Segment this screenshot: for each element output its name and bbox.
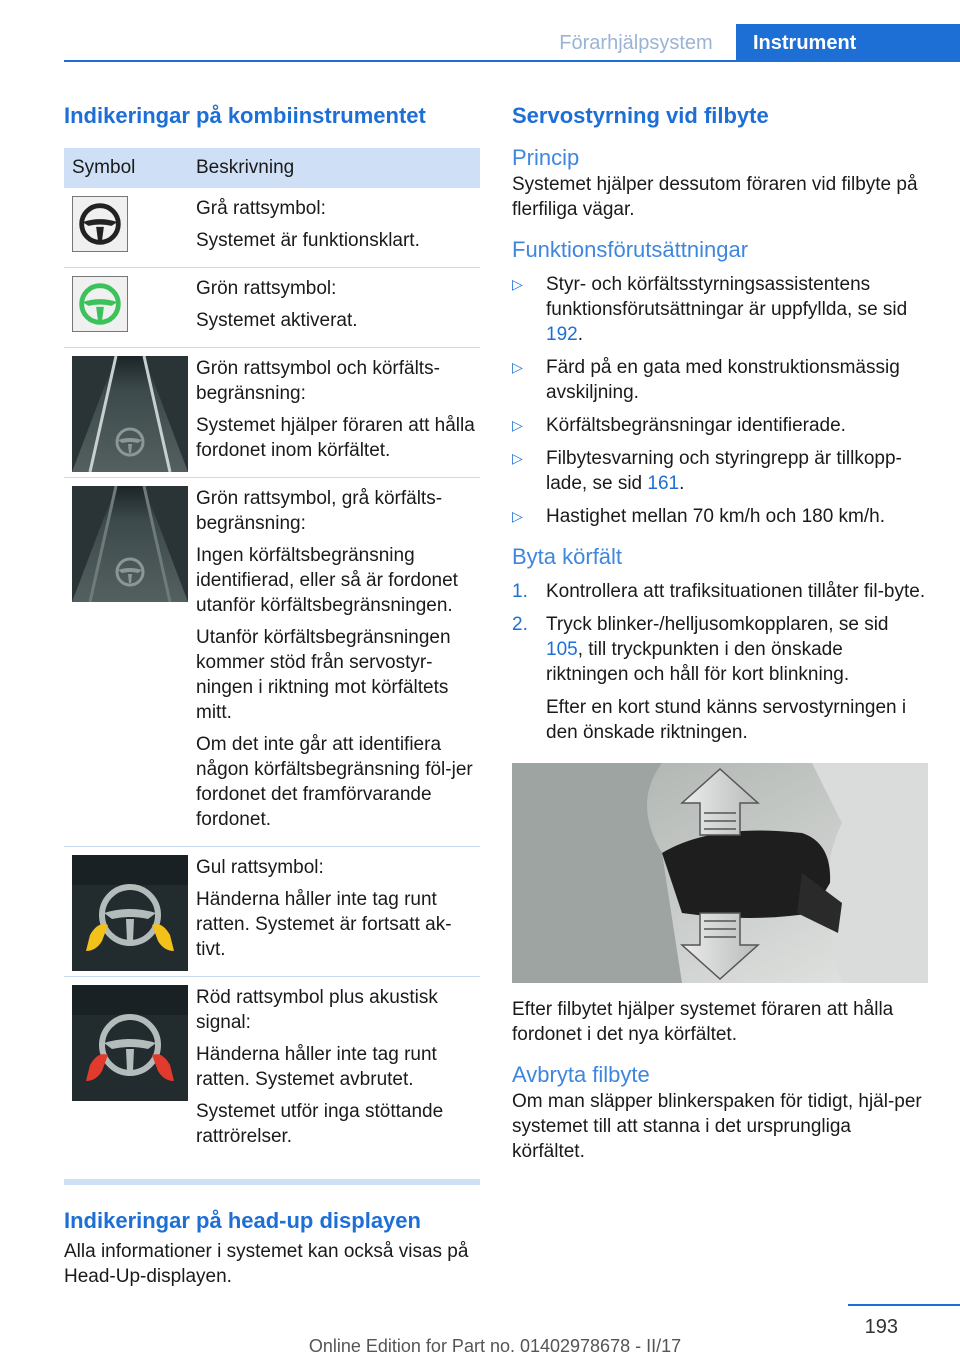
- table-row: [64, 268, 480, 348]
- row-desc-line: Systemet aktiverat.: [196, 310, 358, 331]
- table-header: [64, 148, 480, 188]
- list-item-text: Styr- och körfältsstyrningsassistentens funktionsförutsättningar är uppfyllda, se sid: [546, 274, 908, 320]
- step-extra-text: Efter en kort stund känns servostyrningen i den önskade riktningen.: [546, 697, 907, 743]
- header-tab[interactable]: Instrument: [736, 24, 960, 62]
- indicators-cluster-title: Indikeringar på kombiinstrumentet: [64, 103, 426, 128]
- row-desc-line: Systemet hjälper föraren att hålla fordonet inom körfältet.: [196, 415, 475, 461]
- page-number: 193: [864, 1316, 898, 1338]
- principle-title: Princip: [512, 145, 580, 170]
- cancel-title: Avbryta filbyte: [512, 1062, 650, 1087]
- row-desc-line: Händerna håller inte tag runt ratten. Systemet är fortsatt ak-tivt.: [196, 889, 452, 960]
- list-item: [512, 446, 928, 496]
- after-image-text: Efter filbytet hjälper systemet föraren att hålla fordonet i det nya körfältet.: [512, 999, 894, 1045]
- list-item: [512, 695, 928, 745]
- indicator-table: [64, 148, 480, 1185]
- row-desc-line: Utanför körfältsbegränsningen kommer stöd från servostyr-ningen i riktning mot körfältets mitt.: [196, 627, 451, 723]
- list-item: [512, 272, 928, 347]
- table-row: [64, 977, 480, 1163]
- triangle-bullet-icon: ▷: [512, 417, 523, 433]
- requirements-list: [512, 272, 928, 529]
- table-row: [64, 847, 480, 977]
- triangle-bullet-icon: ▷: [512, 450, 523, 466]
- list-item-suffix: .: [577, 324, 583, 345]
- list-item: [512, 504, 928, 529]
- row-desc-line: Gul rattsymbol:: [196, 857, 324, 878]
- list-item: [512, 612, 928, 687]
- row-desc-line: Grön rattsymbol:: [196, 278, 337, 299]
- col-description-header: Beskrivning: [196, 157, 295, 178]
- red-wheel-hands-icon: [72, 985, 188, 1101]
- step-number: 2.: [512, 614, 528, 635]
- col-symbol-header: Symbol: [72, 157, 136, 178]
- page-link[interactable]: 105: [546, 639, 578, 660]
- row-desc-line: Grå rattsymbol:: [196, 198, 326, 219]
- hud-text: Alla informationer i systemet kan också visas på Head-Up-displayen.: [64, 1241, 469, 1287]
- triangle-bullet-icon: ▷: [512, 359, 523, 375]
- green-steering-wheel-icon: [72, 276, 128, 332]
- step-number: 1.: [512, 581, 528, 602]
- row-desc-line: Ingen körfältsbegränsning identifierad, eller så är fordonet utanför körfältsbegränsningen.: [196, 545, 458, 616]
- hud-section: [64, 1207, 480, 1289]
- table-end-rule: [64, 1179, 480, 1185]
- principle-text: Systemet hjälper dessutom föraren vid filbyte på flerfiliga vägar.: [512, 174, 918, 220]
- row-desc-line: Grön rattsymbol, grå körfälts-begränsning:: [196, 488, 443, 534]
- list-item-suffix: .: [679, 473, 685, 494]
- step-text: Kontrollera att trafiksituationen tillåter fil-byte.: [546, 581, 926, 602]
- change-lane-title: Byta körfält: [512, 544, 623, 569]
- lane-change-title: Servostyrning vid filbyte: [512, 103, 769, 128]
- step-text: Tryck blinker-/helljusomkopplaren, se sid: [546, 614, 889, 635]
- row-desc-line: Grön rattsymbol och körfälts-begränsning:: [196, 358, 440, 404]
- page-link[interactable]: 192: [546, 324, 578, 345]
- triangle-bullet-icon: ▷: [512, 276, 523, 292]
- table-row: [64, 478, 480, 847]
- turn-signal-lever-illustration: [512, 763, 928, 983]
- list-item: [512, 413, 928, 438]
- header-section-label: Förarhjälpsystem: [536, 26, 736, 60]
- requirements-title: Funktionsförutsättningar: [512, 237, 749, 262]
- list-item-text: Filbytesvarning och styringrepp är tillkopp-lade, se sid: [546, 448, 902, 494]
- hud-title: Indikeringar på head-up displayen: [64, 1208, 421, 1233]
- cancel-text: Om man släpper blinkerspaken för tidigt, hjäl-per systemet till att stanna i det ursprungliga körfältet.: [512, 1091, 922, 1162]
- list-item-text: Hastighet mellan 70 km/h och 180 km/h.: [546, 506, 886, 527]
- row-desc-line: Om det inte går att identifiera någon körfältsbegränsning föl-jer fordonet det framförvarande fordonet.: [196, 734, 473, 830]
- green-wheel-lane-limits-icon: [72, 356, 188, 472]
- step-text-suffix: , till tryckpunkten i den önskade riktningen och håll för kort blinkning.: [546, 639, 850, 685]
- edition-footer: Online Edition for Part no. 01402978678 - II/17: [308, 1336, 682, 1356]
- table-row: [64, 348, 480, 478]
- table-row: [64, 188, 480, 268]
- list-item: [512, 579, 928, 604]
- page-link[interactable]: 161: [647, 473, 680, 494]
- grey-steering-wheel-icon: [72, 196, 128, 252]
- green-wheel-grey-lanes-icon: [72, 486, 188, 602]
- row-desc-line: Systemet är funktionsklart.: [196, 230, 420, 251]
- list-item: [512, 355, 928, 405]
- yellow-wheel-hands-icon: [72, 855, 188, 971]
- left-column: [64, 102, 480, 1289]
- row-desc-line: Systemet utför inga stöttande rattrörelser.: [196, 1101, 444, 1147]
- row-desc-line: Röd rattsymbol plus akustisk signal:: [196, 987, 438, 1033]
- triangle-bullet-icon: ▷: [512, 508, 523, 524]
- list-item-text: Körfältsbegränsningar identifierade.: [546, 415, 846, 436]
- change-lane-steps: [512, 579, 928, 745]
- right-column: [512, 102, 928, 1164]
- row-desc-line: Händerna håller inte tag runt ratten. Systemet avbrutet.: [196, 1044, 437, 1090]
- page-number-rule: [848, 1304, 960, 1306]
- list-item-text: Färd på en gata med konstruktionsmässig avskiljning.: [546, 357, 900, 403]
